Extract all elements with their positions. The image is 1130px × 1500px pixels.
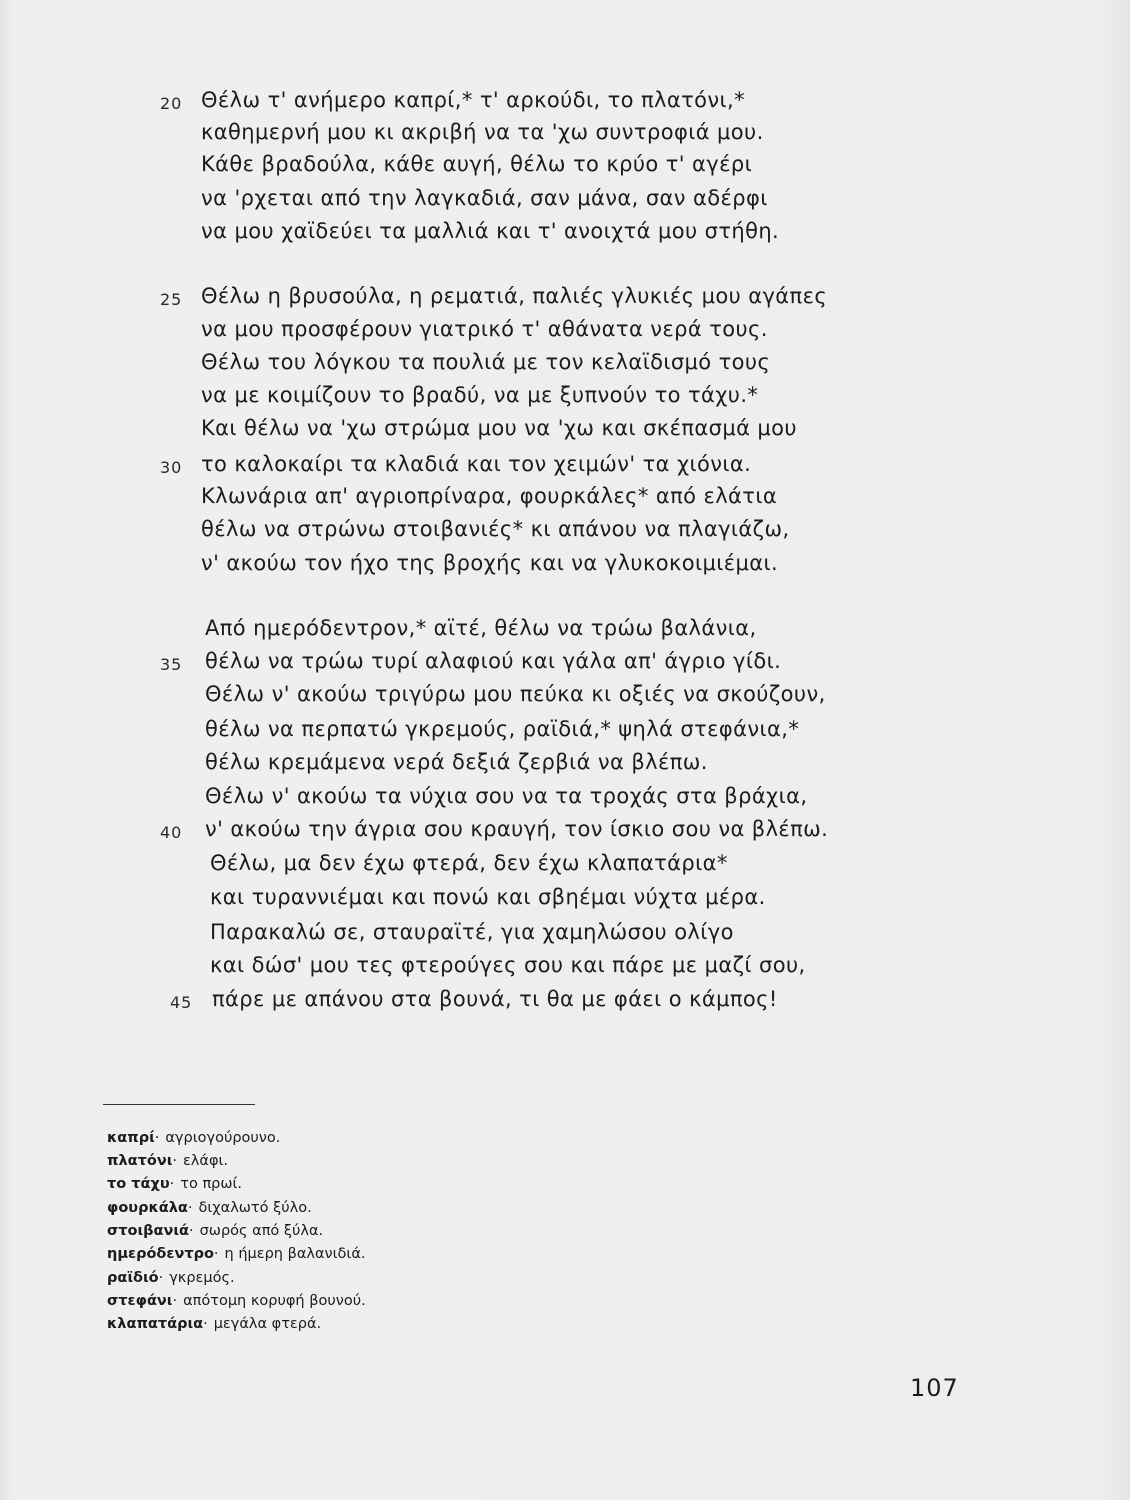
- poem-line-text: Κλωνάρια απ' αγριοπρίναρα, φουρκάλες* από ελάτια: [201, 484, 778, 508]
- glossary-definition: γκρεμός.: [169, 1270, 235, 1286]
- poem-line-text: θέλω να περπατώ γκρεμούς, ραϊδιά,* ψηλά στεφάνια,*: [205, 717, 800, 741]
- poem-line-text: να μου χαϊδεύει τα μαλλιά και τ' ανοιχτά μου στήθη.: [201, 219, 780, 243]
- glossary-term: ραϊδιό: [107, 1270, 159, 1286]
- glossary-term: στεφάνι: [107, 1293, 173, 1309]
- glossary-definition: η ήμερη βαλανιδιά.: [224, 1246, 366, 1262]
- glossary-entry: στοιβανιά· σωρός από ξύλα.: [107, 1223, 324, 1239]
- line-number: 25: [160, 290, 183, 309]
- poem-line-text: Κάθε βραδούλα, κάθε αυγή, θέλω το κρύο τ' αγέρι: [201, 152, 753, 176]
- poem-line-text: Θέλω, μα δεν έχω φτερά, δεν έχω κλαπατάρια*: [210, 851, 728, 875]
- glossary-entry: κλαπατάρια· μεγάλα φτερά.: [107, 1316, 322, 1332]
- poem-line-text: θέλω κρεμάμενα νερά δεξιά ζερβιά να βλέπω.: [205, 750, 708, 774]
- poem-line-text: και τυραννιέμαι και πονώ και σβηέμαι νύχτα μέρα.: [210, 885, 766, 909]
- glossary-definition: το πρωί.: [180, 1176, 243, 1192]
- poem-line-text: ν' ακούω την άγρια σου κραυγή, τον ίσκιο σου να βλέπω.: [205, 817, 829, 841]
- poem-line-text: θέλω να στρώνω στοιβανιές* κι απάνου να πλαγιάζω,: [201, 517, 790, 541]
- glossary-entry: πλατόνι· ελάφι.: [107, 1153, 229, 1169]
- glossary-term: κλαπατάρια: [107, 1316, 204, 1332]
- poem-line-text: ν' ακούω τον ήχο της βροχής και να γλυκοκοιμιέμαι.: [201, 551, 779, 575]
- poem-line-text: θέλω να τρώω τυρί αλαφιού και γάλα απ' άγριο γίδι.: [205, 649, 782, 673]
- poem-line-text: Θέλω τ' ανήμερο καπρί,* τ' αρκούδι, το πλατόνι,*: [201, 88, 745, 112]
- poem-line-text: να με κοιμίζουν το βραδύ, να με ξυπνούν το τάχυ.*: [201, 383, 759, 407]
- glossary-definition: σωρός από ξύλα.: [199, 1223, 324, 1239]
- glossary-definition: ελάφι.: [182, 1153, 229, 1169]
- glossary-entry: φουρκάλα· διχαλωτό ξύλο.: [107, 1200, 312, 1216]
- line-number: 35: [160, 655, 183, 674]
- glossary-definition: μεγάλα φτερά.: [213, 1316, 322, 1332]
- glossary-term: πλατόνι: [107, 1153, 173, 1169]
- poem-line-text: Θέλω ν' ακούω τα νύχια σου να τα τροχάς στα βράχια,: [205, 784, 808, 808]
- glossary-term: καπρί: [107, 1130, 155, 1146]
- poem-line-text: Και θέλω να 'χω στρώμα μου να 'χω και σκέπασμά μου: [201, 416, 797, 440]
- line-number: 40: [160, 823, 183, 842]
- poem-line-text: να 'ρχεται από την λαγκαδιά, σαν μάνα, σαν αδέρφι: [201, 186, 768, 210]
- poem-line-text: και δώσ' μου τες φτερούγες σου και πάρε με μαζί σου,: [210, 953, 806, 977]
- line-number: 45: [170, 993, 193, 1012]
- poem-line-text: Παρακαλώ σε, σταυραϊτέ, για χαμηλώσου ολίγο: [210, 920, 734, 944]
- glossary-term: φουρκάλα: [107, 1200, 188, 1216]
- glossary-entry: ημερόδεντρο· η ήμερη βαλανιδιά.: [107, 1246, 366, 1262]
- glossary-definition: διχαλωτό ξύλο.: [198, 1200, 312, 1216]
- poem-line-text: Θέλω η βρυσούλα, η ρεματιά, παλιές γλυκιές μου αγάπες: [201, 284, 828, 308]
- glossary-entry: καπρί· αγριογούρουνο.: [107, 1130, 281, 1146]
- glossary-term: στοιβανιά: [107, 1223, 189, 1239]
- page-number: 107: [910, 1374, 959, 1402]
- glossary-entry: το τάχυ· το πρωί.: [107, 1176, 243, 1192]
- glossary-entry: στεφάνι· απότομη κορυφή βουνού.: [107, 1293, 366, 1309]
- footnote-divider: [103, 1104, 255, 1105]
- poem-line-text: Από ημερόδεντρον,* αϊτέ, θέλω να τρώω βαλάνια,: [205, 616, 757, 640]
- line-number: 20: [160, 94, 183, 113]
- line-number: 30: [160, 458, 183, 477]
- poem-line-text: καθημερνή μου κι ακριβή να τα 'χω συντροφιά μου.: [201, 120, 764, 144]
- poem-line-text: πάρε με απάνου στα βουνά, τι θα με φάει ο κάμπος!: [212, 987, 778, 1011]
- glossary-definition: απότομη κορυφή βουνού.: [183, 1293, 366, 1309]
- poem-line-text: να μου προσφέρουν γιατρικό τ' αθάνατα νερά τους.: [201, 317, 768, 341]
- glossary-entry: ραϊδιό· γκρεμός.: [107, 1270, 235, 1286]
- poem-line-text: Θέλω του λόγκου τα πουλιά με τον κελαϊδισμό τους: [201, 350, 771, 374]
- poem-line-text: Θέλω ν' ακούω τριγύρω μου πεύκα κι οξιές να σκούζουν,: [205, 682, 826, 706]
- poem-line-text: το καλοκαίρι τα κλαδιά και τον χειμών' τα χιόνια.: [201, 452, 752, 476]
- glossary-term: το τάχυ: [107, 1176, 170, 1192]
- glossary-term: ημερόδεντρο: [107, 1246, 214, 1262]
- glossary-definition: αγριογούρουνο.: [165, 1130, 281, 1146]
